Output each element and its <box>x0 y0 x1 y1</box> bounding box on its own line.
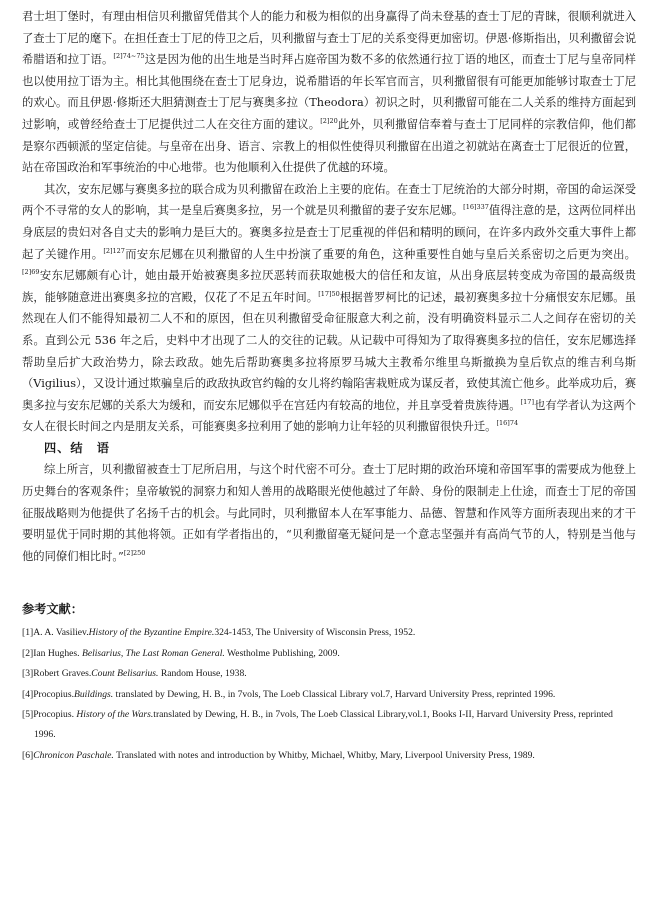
citation-superscript: [2]20 <box>320 117 338 126</box>
reference-number: [6] <box>22 749 34 761</box>
reference-details: Westholme Publishing, 2009. <box>224 647 340 659</box>
citation-superscript: [2]74~75 <box>113 52 145 61</box>
citation-superscript: [2]69 <box>22 268 40 277</box>
paragraph-text: 而安东尼娜在贝利撒留的人生中扮演了重要的角色，这种重要性自她与皇后关系密切之后更为突出。 <box>124 247 636 261</box>
reference-title: History of the Wars. <box>76 709 154 721</box>
paragraph-text: 根据普罗柯比的记述，最初赛奥多拉十分痛恨安东尼娜。虽然现在人们不能得知最初二人不和的原因，但在贝利撒留受命征服意大利之前，没有明确资料显示二人之间存在密切的关系。直到公元 536 年之后，史料中才出现了二人的交往的记载。从记载中可得知为了取得赛奥多拉的信任，安东尼娜选择帮助皇后扩大政治势力，除去政敌。她先后帮助赛奥多拉将原罗马城大主教希尔维里乌斯撤换为皇后钦点的维吉利乌斯（Vigilius），又设计通过欺骗皇后的政敌执政官约翰的女儿将约翰陷害栽赃成为谋反者，致使其流亡他乡。此举成功后，赛奥多拉与安东尼娜的关系大为缓和，而安东尼娜似乎在宫廷内有较高的地位，并且享受着贵族待遇。 <box>22 290 636 412</box>
body-paragraph-1 <box>22 6 636 179</box>
reference-number: [5] <box>22 709 34 721</box>
reference-author: Ian Hughes. <box>33 647 82 659</box>
paragraph-text: 此外，贝利撒留信奉着与查士丁尼同样的宗教信仰，他们都是察尔西顿派的坚定信徒。与皇帝在出身、语言、宗教上的相似性使得贝利撒留在出道之初就站在离查士丁尼很近的位置，站在帝国政治和军事统治的中心地带。也为他顺利入仕提供了优越的环境。 <box>22 117 636 175</box>
reference-author: Procopius. <box>33 709 77 721</box>
reference-title: Count Belisarius. <box>91 668 159 680</box>
reference-details: Translated with notes and introduction by Whitby, Michael, Whitby, Mary, Liverpool University Press, 1989. <box>113 749 535 761</box>
citation-superscript: [16]74 <box>496 419 519 428</box>
reference-details: Random House, 1938. <box>158 668 247 680</box>
section-heading-conclusion: 四、结 语 <box>44 440 110 455</box>
reference-title: Chronicon Paschale. <box>33 749 114 761</box>
reference-title: History of the Byzantine Empire. <box>88 627 215 639</box>
paragraph-text: 也有学者认为这两个女人在很长时间之内是朋友关系，可能赛奥多拉利用了她的影响力让年轻的贝利撒留很快升迁。 <box>22 398 636 434</box>
reference-number: [2] <box>22 647 34 659</box>
references-title: 参考文献： <box>22 602 83 617</box>
paragraph-text: 这是因为他的出生地是当时拜占庭帝国为数不多的依然通行拉丁语的地区，而查士丁尼与皇帝同样也以使用拉丁语为主。相比其他围绕在查士丁尼身边，说希腊语的年长军官而言，贝利撒留很有可能更加能够讨取查士丁尼的欢心。而且伊恩·修斯还大胆猜测查士丁尼与赛奥多拉（Theodora）初识之时，贝利撒留可能在二人关系的维持方面起到过影响，或曾经给查士丁尼提供过二人在交往方面的建议。 <box>22 53 636 131</box>
citation-superscript: [2]250 <box>123 549 146 558</box>
reference-author: Robert Graves. <box>33 668 92 680</box>
reference-item <box>22 644 636 664</box>
paragraph-text: 君士坦丁堡时，有理由相信贝利撒留凭借其个人的能力和极为相似的出身赢得了尚未登基的查士丁尼的青睐，很顺利就进入了查士丁尼的麾下。在担任查士丁尼的侍卫之后，贝利撒留与查士丁尼的关系变得更加密切。伊恩·修斯指出，贝利撒留会说希腊语和拉丁语。 <box>22 10 636 67</box>
body-paragraph-3 <box>22 459 636 567</box>
reference-item <box>22 664 636 684</box>
references-section <box>22 599 636 766</box>
reference-details: translated by Dewing, H. B., in 7vols, The Loeb Classical Library,vol.1, Books I-II, Harvard University Press, reprinted 1996. <box>34 709 613 741</box>
citation-superscript: [17] <box>520 397 534 406</box>
reference-item <box>22 705 636 746</box>
reference-item <box>22 746 636 766</box>
reference-details: translated by Dewing, H. B., in 7vols, The Loeb Classical Library vol.7, Harvard University Press, reprinted 1996. <box>113 688 556 700</box>
body-paragraph-2 <box>22 179 636 438</box>
reference-item <box>22 685 636 705</box>
reference-details: 324-1453, The University of Wisconsin Press, 1952. <box>214 627 416 639</box>
reference-number: [1] <box>22 627 34 639</box>
reference-author: A. A. Vasiliev. <box>33 627 89 639</box>
reference-item <box>22 623 636 643</box>
paragraph-text: 综上所言，贝利撒留被查士丁尼所启用，与这个时代密不可分。查士丁尼时期的政治环境和帝国军事的需要成为他登上历史舞台的客观条件；皇帝敏锐的洞察力和知人善用的战略眼光使他越过了年龄、身份的限制走上仕途，而查士丁尼的帝国征服战略则为他提供了名扬千古的机会。与此同时，贝利撒留本人在军事能力、品德、智慧和作风等方面所表现出来的才干要明显优于同时期的其他将领。正如有学者指出的，“贝利撒留毫无疑问是一个意志坚强并有高尚气节的人，特别是当他与他的同僚们相比时。” <box>22 463 636 563</box>
paragraph-text: 其次，安东尼娜与赛奥多拉的联合成为贝利撒留在政治上主要的庇佑。在查士丁尼统治的大部分时期，帝国的命运深受两个不寻常的女人的影响，其一是皇后赛奥多拉，另一个就是贝利撒留的妻子安东尼娜。 <box>22 182 636 218</box>
reference-number: [4] <box>22 688 34 700</box>
reference-author: Procopius. <box>33 688 74 700</box>
reference-title: Belisarius, The Last Roman General. <box>81 647 225 659</box>
reference-title: Buildings. <box>73 688 114 700</box>
reference-number: [3] <box>22 668 34 680</box>
citation-superscript: [16]337 <box>463 203 489 212</box>
citation-superscript: [2]127 <box>103 246 125 255</box>
paragraph-text: 安东尼娜颇有心计，她由最开始被赛奥多拉厌恶转而获取她极大的信任和友谊，从出身底层转变成为帝国的最高级贵族，能够随意进出赛奥多拉的宫殿，仅花了不足五年时间。 <box>22 269 636 304</box>
reference-list <box>22 623 636 766</box>
paragraph-text: 值得注意的是，这两位同样出身底层的贵妇对各自丈夫的影响力是巨大的。赛奥多拉是查士丁尼重视的伴侣和精明的顾问，在许多内政外交重大事件上都起了关键作用。 <box>22 204 636 261</box>
paper-page <box>22 6 636 766</box>
citation-superscript: [17]50 <box>318 289 340 298</box>
